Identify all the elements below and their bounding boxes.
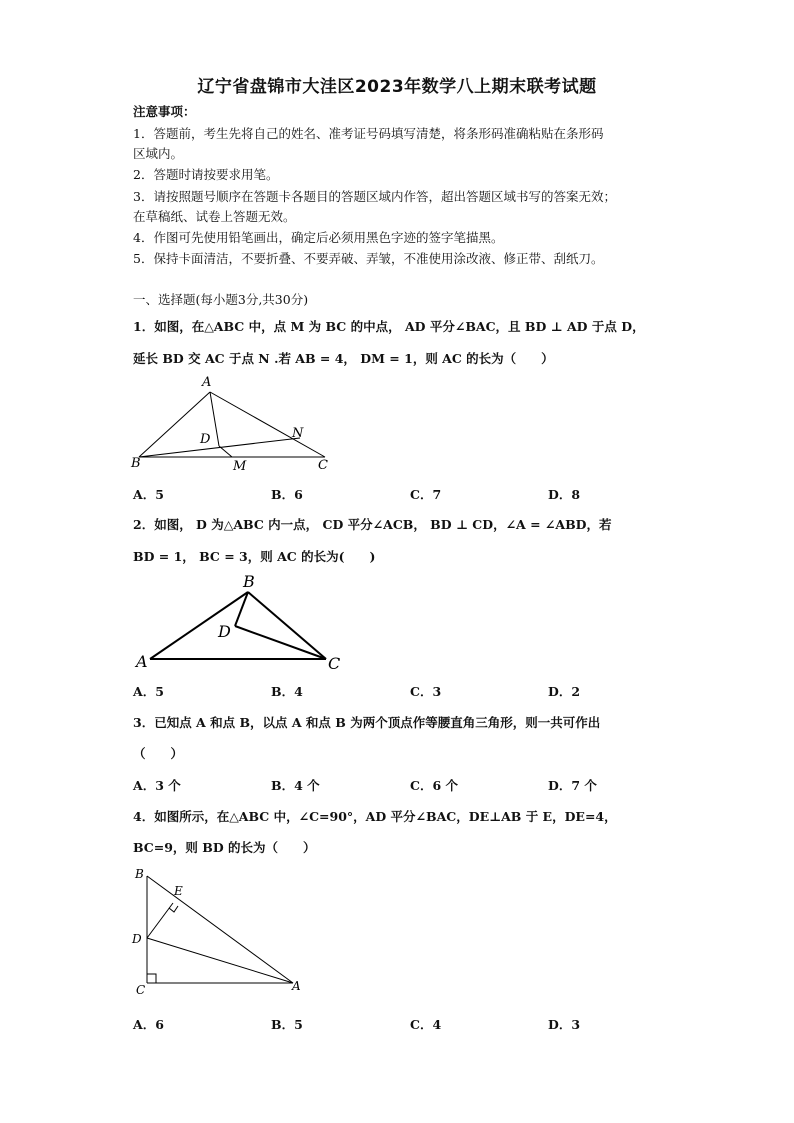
label-D: D — [200, 432, 211, 447]
notice-line: 5．保持卡面清洁，不要折叠、不要弄破、弄皱，不准使用涂改液、修正带、刮纸刀。 — [133, 251, 604, 266]
question-2-figure — [130, 570, 350, 674]
notice-line: 在草稿纸、试卷上答题无效。 — [133, 209, 296, 224]
segment-BC — [248, 592, 326, 659]
notice-line: 2．答题时请按要求用笔。 — [133, 167, 279, 182]
label-B: B — [131, 456, 141, 471]
segment-AB — [139, 392, 210, 457]
notice-line: 1．答题前，考生先将自己的姓名、准考证号码填写清楚，将条形码准确粘贴在条形码 — [133, 126, 604, 141]
section-heading: 一、选择题(每小题3分,共30分) — [133, 292, 309, 307]
option-b[interactable]: B．6 — [271, 487, 303, 502]
label-M: M — [233, 459, 247, 474]
question-2-line-1: 2．如图， D 为△ABC 内一点， CD 平分∠ACB， BD ⊥ CD，∠A = ∠ABD，若 — [133, 517, 612, 532]
label-A: A — [202, 375, 212, 390]
question-1-line-2: 延长 BD 交 AC 于点 N .若 AB = 4， DM = 1，则 AC 的长为（ ） — [133, 351, 554, 366]
question-1-figure — [130, 372, 340, 474]
question-4-figure — [128, 866, 318, 1000]
notice-line: 4．作图可先使用铅笔画出，确定后必须用黑色字迹的签字笔描黑。 — [133, 230, 504, 245]
label-C: C — [318, 458, 328, 473]
label-A: A — [136, 652, 148, 671]
segment-BA — [147, 876, 293, 983]
question-1-line-1: 1．如图，在△ABC 中，点 M 为 BC 的中点， AD 平分∠BAC，且 BD ⊥ AD 于点 D， — [133, 319, 645, 334]
option-d[interactable]: D．7 个 — [548, 778, 597, 793]
option-a[interactable]: A．3 个 — [133, 778, 181, 793]
label-A: A — [292, 979, 301, 993]
option-d[interactable]: D．3 — [548, 1017, 581, 1032]
question-3-line-2: （ ） — [133, 746, 184, 761]
option-c[interactable]: C．3 — [410, 684, 442, 699]
segment-DA — [147, 938, 293, 983]
label-E: E — [174, 884, 183, 898]
segment-CD — [235, 626, 326, 659]
option-d[interactable]: D．2 — [548, 684, 581, 699]
option-a[interactable]: A．5 — [133, 487, 164, 502]
label-B: B — [135, 867, 144, 881]
segment-DM — [219, 446, 232, 457]
option-c[interactable]: C．4 — [410, 1017, 442, 1032]
label-D: D — [218, 622, 231, 641]
option-c[interactable]: C．6 个 — [410, 778, 458, 793]
label-C: C — [328, 654, 341, 673]
right-angle-mark-C — [147, 974, 156, 983]
option-b[interactable]: B．4 — [271, 684, 303, 699]
notice-line: 3．请按照题号顺序在答题卡各题目的答题区域内作答，超出答题区域书写的答案无效； — [133, 189, 616, 204]
option-d[interactable]: D．8 — [548, 487, 581, 502]
label-C: C — [136, 983, 146, 997]
question-4-line-1: 4．如图所示，在△ABC 中，∠C=90°，AD 平分∠BAC，DE⊥AB 于 E，DE=4， — [133, 809, 617, 824]
label-N: N — [292, 426, 304, 441]
label-B: B — [243, 572, 255, 591]
segment-AC — [210, 392, 325, 457]
option-c[interactable]: C．7 — [410, 487, 442, 502]
segment-BN — [139, 438, 300, 457]
exam-title: 辽宁省盘锦市大洼区2023年数学八上期末联考试题 — [197, 77, 597, 97]
notice-line: 区域内。 — [133, 146, 184, 161]
option-b[interactable]: B．5 — [271, 1017, 303, 1032]
segment-AB — [150, 592, 248, 659]
label-D: D — [132, 932, 142, 946]
question-3-line-1: 3．已知点 A 和点 B，以点 A 和点 B 为两个顶点作等腰直角三角形，则一共可作出 — [133, 715, 601, 730]
segment-AD — [210, 392, 219, 446]
question-4-line-2: BC=9，则 BD 的长为（ ） — [133, 840, 316, 855]
option-b[interactable]: B．4 个 — [271, 778, 320, 793]
option-a[interactable]: A．5 — [133, 684, 164, 699]
question-2-line-2: BD = 1， BC = 3，则 AC 的长为( ) — [133, 549, 376, 564]
option-a[interactable]: A．6 — [133, 1017, 164, 1032]
notice-heading: 注意事项： — [133, 104, 196, 119]
